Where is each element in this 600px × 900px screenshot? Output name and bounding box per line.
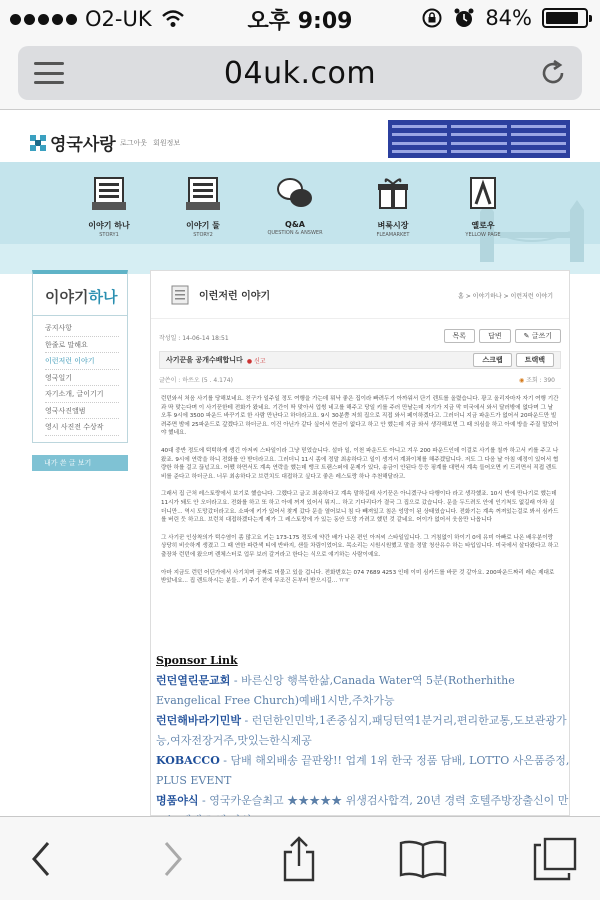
- sponsor-desc: - 영국카운슬최고 ★★★★★ 위생검사합격, 20년 경력 호텔주방장출신이 만: [202, 794, 569, 807]
- nav-fleamarket[interactable]: [362, 176, 424, 238]
- carrier-name: O2-UK: [85, 7, 152, 31]
- status-bar: [0, 0, 600, 38]
- sidebar-item-oneline[interactable]: 한줄로 말해요: [45, 337, 119, 354]
- post-subject: [159, 351, 561, 369]
- nav-yellowpage-label: 옐로우: [471, 221, 495, 230]
- qa-icon: [276, 176, 314, 212]
- battery-icon: [542, 8, 588, 28]
- nav-qa[interactable]: [264, 176, 326, 236]
- trackback-button[interactable]: 트랙백: [516, 353, 554, 367]
- sidebar-item-photo-awards[interactable]: 영시 사진전 수상작: [45, 419, 119, 436]
- post-author-row: [159, 375, 561, 389]
- sidebar-menu: [32, 316, 128, 443]
- scrap-button[interactable]: 스크랩: [473, 353, 511, 367]
- sponsor-name: 런던열린문교회: [156, 674, 231, 687]
- post-paragraph: 아마 지금도 런던 어딘가에서 사기치며 공짜로 머물고 있을 겁니다. 전화번호는 074 7689 4253 인데 이미 심카드를 바꾼 것 같아요. 200파운드짜리 레슨 제대로 받았네요... 집 렌트하시는 분들.. 키 주기 전에 무조건 돈부터 받으시길... ㅠㅠ: [161, 569, 555, 585]
- report-link[interactable]: ● 신고: [246, 357, 266, 365]
- rotation-lock-icon: [421, 7, 443, 29]
- nav-story2-sub: STORY2: [193, 232, 213, 238]
- sponsor-links: [156, 654, 576, 831]
- write-button-label: 글쓰기: [531, 332, 552, 340]
- sidebar-title: [45, 286, 117, 307]
- post-body: [161, 395, 559, 595]
- nav-yellowpage-sub: YELLOW PAGE: [465, 232, 501, 238]
- share-button[interactable]: [274, 835, 324, 883]
- story2-icon: [184, 176, 222, 212]
- member-info-link[interactable]: 회원정보: [153, 139, 181, 147]
- url-text: 04uk.com: [223, 55, 377, 91]
- battery-percent: 84%: [485, 6, 532, 30]
- sidebar-item-uk-diary[interactable]: 영국일기: [45, 370, 119, 387]
- site-logo[interactable]: [30, 130, 116, 155]
- chevron-right-icon: [158, 839, 188, 879]
- sponsor-item[interactable]: [156, 711, 576, 751]
- logo-mark-icon: [30, 135, 46, 151]
- sidebar-title-strong: 하나: [88, 288, 118, 306]
- sponsor-desc: - 런던한인민박,1존중심지,패딩턴역1분거리,편리한교통,도보관광가능,여자전장거주,맛있는한식제공: [156, 714, 567, 747]
- post-author[interactable]: 글쓴이 : 하쓰오 (5 . 4.174): [159, 377, 233, 384]
- my-posts-button[interactable]: 내가 쓴 글 보기: [32, 455, 128, 471]
- browser-url-area: [0, 38, 600, 110]
- document-icon: [171, 285, 189, 305]
- nav-fleamarket-sub: FLEAMARKET: [376, 232, 410, 238]
- sponsor-name: 명품야식: [156, 794, 199, 807]
- sponsor-item[interactable]: [156, 751, 576, 791]
- logo-text: 영국사랑: [50, 135, 116, 155]
- tabs-button[interactable]: [530, 835, 580, 883]
- nav-story1-label: 이야기 하나: [88, 221, 130, 230]
- tabs-icon: [533, 837, 577, 881]
- back-button[interactable]: [16, 835, 66, 883]
- browser-toolbar: [0, 816, 600, 900]
- share-icon: [281, 836, 317, 882]
- sidebar-title-prefix: 이야기: [45, 288, 89, 306]
- write-button[interactable]: ✎ 글쓰기: [515, 329, 561, 343]
- reader-menu-icon[interactable]: [34, 62, 64, 84]
- report-label: 신고: [253, 357, 266, 365]
- views-text: 조회 : 390: [526, 377, 555, 384]
- sidebar-item-self-intro[interactable]: 자기소개, 글이기기: [45, 386, 119, 403]
- breadcrumb: 홈 > 이야기하나 > 이런저런 이야기: [458, 293, 553, 300]
- fleamarket-icon: [374, 176, 412, 212]
- list-button[interactable]: 목록: [444, 329, 476, 343]
- yellowpage-icon: [464, 176, 502, 212]
- webpage: [0, 110, 600, 816]
- nav-yellowpage[interactable]: [452, 176, 514, 238]
- nav-qa-label: Q&A: [285, 220, 305, 229]
- post-paragraph: 그래서 집 근처 레스토랑에서 보기로 했습니다. 그랬다고 글고 최송하다고 계속 말하길래 사기꾼은 아니겠구나 다행이다 라고 생각했죠. 10시 반에 만나기로 했는데 11시가 돼도 안 오더라고요. 전화를 하고 또 하고 아예 꺼져 있어서 뭐지... 하고 기다리다가 결국 그 집으로 갔습니다. 문을 두드려도 안에 인기척도 없길래 아차 싶더니만... 역시 도망갔더라고요. 소파에 키가 있어서 찾게 갔다 문을 열어보니 침 다 빼져있고 침은 엉망이 된 상태였습니다. 전화기는 계속 꺼져있는걸로 봐서 심카드를 버린 듯 하고요. 브런치 대접하겠다는게 제가 그 레스토랑에 가 있는 동안 도망 가려고 했던 것 같네요. 어이가 없어서 웃음만 나옵니다: [161, 491, 559, 524]
- post-subject-text: 사기꾼을 공개수배합니다: [166, 356, 243, 364]
- book-icon: [398, 839, 448, 879]
- post-views: [519, 375, 555, 384]
- sponsor-item[interactable]: [156, 671, 576, 711]
- post-paragraph: 40대 중반 정도에 턱턱하게 생긴 아저씨 스타일이라 그냥 믿었습니다. 설마 일, 이천 파운드도 아니고 겨우 200 파운드인데 이걸로 사기를 칠까 하고서 키를 주고 나왔죠. 9시에 연락을 하니 전화를 안 받더라고요. 그러더니 11시 좀에 정말 최송하다고 일이 생겨서 계좌이체를 해주겠답니다. 저도 그 다음 날 아침 예정이 있어서 협량한 하를 걸고 끊넋고요. 어쨌 하면서도 계속 연락을 했는데 뱅크 트랜스퍼에 문제가 있다, 송금이 안된다 등등 핑계를 대면서 계속 들어오면 키 드리면서 직접 렌트비를 준다고 하더군요. 너무 최송하다고 브런치도 대접하고 싶다고 좋은 레스토랑 하나 추천해달라고.: [161, 447, 559, 480]
- reply-button[interactable]: 답변: [479, 329, 511, 343]
- nav-story2[interactable]: [172, 176, 234, 238]
- sponsor-banner[interactable]: [388, 120, 570, 158]
- sidebar-item-photo-album[interactable]: 영국사진앨범: [45, 403, 119, 420]
- sponsor-desc: - 바른신앙 행복한삶,Canada Water역 5분(Rotherhithe Evangelical Free Church)예배1시반,주차가능: [156, 674, 515, 707]
- sidebar: [32, 270, 128, 471]
- status-time: 오후 9:09: [247, 8, 353, 34]
- story1-icon: [90, 176, 128, 212]
- post-paragraph: 런던와서 처음 사기를 당해보네요. 친구가 일주일 정도 여행을 가는데 뭐낙 좋은 집이라 빠려두기 아까워서 단기 렌트를 올렸습니다. 광고 올리자마자 자기 여행 기간과 딱 맞는다며 이 사기꾼한테 전화가 왔네요. 기간이 딱 맞아서 업썽 네고를 해주고 당일 키를 주러 만날는데 자기가 지금 막 미국에서 와서 달러밖에 없다며 그 날 오후 9시에 3500 파운드 바꾸기로 한 사람 만난다고 하더라고요. 9시 30분쯤 저희 집으로 직접 와서 페이하겠다고. 그러더니 지금 파운드가 없어서 20파운드만 빌려주면 밤에 25파운드로 갚겠다고 하더군요. 이건 아닌가 같다 싶어서 현금이 없다고 하고 안 했는데 지금 와서 생각해보면 그 때 의심을 하고 아예 방을 주질 말았어야 했네요.: [161, 396, 559, 437]
- logout-link[interactable]: 로그아웃: [120, 139, 148, 147]
- sidebar-item-misc-stories[interactable]: 이런저런 이야기: [45, 353, 119, 370]
- post-paragraph: 그 사기꾼 인상착의가 턱수염이 좀 많고요 키는 173-175 정도에 약간 배가 나온 편인 아저씨 스타일입니다. 그 거침없이 하이기 0에 유미 아빠로 나온 배우분이랑 상당히 비슷하게 생겼고 그 때 연한 파란색 티에 반바지, 샌들 차림이었어요. 목소리는 시원시원했고 말을 정말 청산유수 하는 타입입니다. 미국에서 살다왔다고 하고 출장차 런던에 왔으며 렌체스터로 업무 보러 갈거라고 한다는 식으로 얘기하는 사람이예요.: [161, 534, 559, 558]
- site-header: [0, 110, 600, 162]
- nav-story1-sub: STORY1: [99, 232, 119, 238]
- nav-fleamarket-label: 벼룩시장: [377, 221, 409, 230]
- sponsor-name: 런던해바라기민박: [156, 714, 242, 727]
- board-header: [151, 271, 569, 319]
- sponsor-title: Sponsor Link: [156, 654, 238, 667]
- nav-story1[interactable]: [78, 176, 140, 238]
- sidebar-item-notice[interactable]: 공지사항: [45, 320, 119, 337]
- post-meta: [159, 329, 561, 345]
- chevron-left-icon: [26, 839, 56, 879]
- sponsor-name: KOBACCO: [156, 754, 220, 767]
- reload-icon[interactable]: [538, 58, 568, 88]
- forward-button[interactable]: [148, 835, 198, 883]
- board-title: 이런저런 이야기: [199, 291, 271, 302]
- sponsor-desc: - 담배 해외배송 끝판왕!! 업계 1위 한국 정품 담배, LOTTO 사은품증정, PLUS EVENT: [156, 754, 570, 787]
- sidebar-header: [32, 270, 128, 316]
- alarm-icon: [453, 7, 475, 29]
- address-bar[interactable]: [18, 46, 582, 100]
- nav-story2-label: 이야기 둘: [186, 221, 220, 230]
- post-date: 작성일 : 14-06-14 18:51: [159, 334, 229, 342]
- nav-qa-sub: QUESTION & ANSWER: [267, 230, 323, 236]
- views-icon: ◉: [518, 377, 525, 384]
- bookmarks-button[interactable]: [398, 835, 448, 883]
